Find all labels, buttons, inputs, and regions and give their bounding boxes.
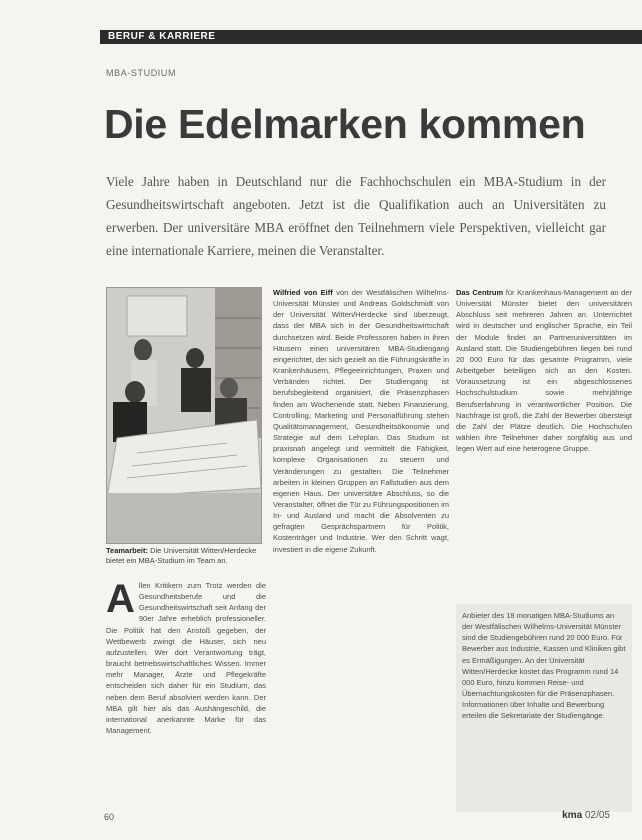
caption-label: Teamarbeit: [106, 546, 148, 555]
article-lead: Viele Jahre haben in Deutschland nur die Fachhochschulen ein MBA-Studium in der Gesundheitswirtschaft angeboten. Jetzt ist die Qualifikation auch an Universitäten zu erwerben. Der universitäre MBA eröffnet den Teilnehmern viele Perspektiven, vielleicht gar eine internationale Karriere, meinen die Veranstalter. [106, 174, 606, 258]
brand-name: kma [562, 810, 583, 821]
column-2-lead-in: Wilfried von Eiff [273, 288, 333, 297]
group-photo-illustration [107, 288, 261, 543]
column-1-text: llen Kritikern zum Trotz werden die Gesundheitsberufe und die Gesundheitswirtschaft seit Anfang der 90er Jahre erheblich professioneller. Die Politik hat den Anstoß gegeben, der Wettbewerb zwingt die Häuser, sich neu aufzustellen. Wer dort Verantwortung trägt, braucht betriebswirtschaftliches Wissen. Immer mehr Manager, Ärzte und Pflegekräfte entscheiden sich daher für ein Studium, das neben dem Beruf absolviert werden kann. Der MBA gilt hier als das Aushängeschild, die international anerkannte Marke für das Management. [106, 581, 266, 736]
info-box-text: Anbieter des 18 monatigen MBA-Studiums an der Westfälischen Wilhelms-Universität Münster sind die Studiengebühren rund 20 000 Euro. Für Bewerber aus Industrie, Kassen und Kliniken gibt es Ermäßigungen. An der Universität Witten/Herdecke kostet das Programm rund 14 000 Euro, hinzu kommen Reise- und Übernachtungskosten für die Präsenzphasen. Informationen über Inhalte und Bewerbung erteilen die Sekretariate der Studiengänge. [462, 611, 626, 721]
caption-text: Die Universität Witten/Herdecke bietet ein MBA-Studium im Team an. [106, 546, 257, 565]
page-number: 60 [104, 812, 115, 822]
photo-caption [106, 546, 266, 566]
info-box [456, 604, 632, 812]
column-3-lead-in: Das Centrum [456, 288, 504, 297]
column-2-text: von der Westfälischen Wilhelms-Universität Münster und Andreas Goldschmidt von der Universität Witten/Herdecke sind überzeugt, dass der MBA sich in der Gesundheitswirtschaft durchsetzen wird. Beide Professoren haben in ihren Häusern einen universitären MBA-Studiengang eingerichtet, der sich gezielt an die Führungskräfte in Krankenhäusern, Pflegeeinrichtungen, Praxen und Verbänden richtet. Der Studiengang ist berufsbegleitend organisiert, die Präsenzphasen finden am Wochenende statt. Neben Finanzierung, Controlling, Marketing und Personalführung stehen Qualitätsmanagement, Gesundheitsökonomie und Strategie auf dem Lehrplan. Das Studium ist praxisnah angelegt und vermittelt die Fähigkeit, komplexe Organisationen zu steuern und Veränderungen zu gestalten. Die Teilnehmer arbeiten in kleinen Gruppen an Fallstudien aus dem eigenen Haus. Der universitäre Abschluss, so die Veranstalter, öffnet die Tür zu Führungspositionen im In- und Ausland und macht die Absolventen zu gefragten Gesprächspartnern für Politik, Kostenträger und Industrie. Wer den Schritt wagt, investiert in die eigene Zukunft. [273, 288, 449, 554]
drop-cap: A [106, 580, 135, 621]
article-column-3 [456, 287, 632, 602]
magazine-brand [562, 810, 610, 821]
article-headline: Die Edelmarken kommen [104, 101, 586, 147]
column-3-text: für Krankenhaus-Management an der Universität Münster bietet den universitären Abschluss seit mehreren Jahren an. Unterrichtet wird in deutscher und englischer Sprache, ein Teil der Module findet an Partneruniversitäten im Ausland statt. Die Studiengebühren liegen bei rund 20 000 Euro für das gesamte Programm, viele Arbeitgeber beteiligen sich an den Kosten. Voraussetzung ist ein abgeschlossenes Hochschulstudium sowie mehrjährige Berufserfahrung in verantwortlicher Position. Die Nachfrage ist groß, die Zahl der Bewerber übersteigt die Zahl der Plätze deutlich. Die Hochschulen wählen ihre Teilnehmer daher sorgfältig aus und legen Wert auf eine heterogene Gruppe. [456, 288, 632, 454]
section-bar: BERUF & KARRIERE [100, 30, 642, 44]
article-photo [106, 287, 262, 544]
article-column-1 [106, 580, 266, 810]
article-column-2 [273, 287, 449, 812]
issue-number: 02/05 [584, 810, 610, 821]
rubric-label: MBA-STUDIUM [106, 68, 177, 78]
